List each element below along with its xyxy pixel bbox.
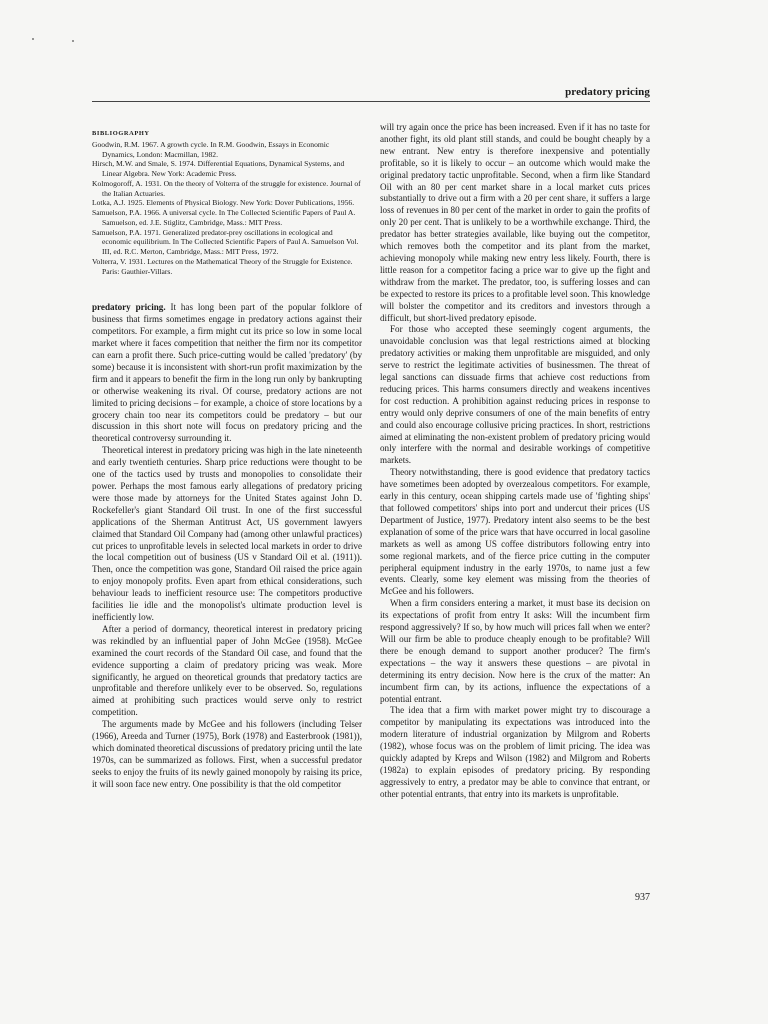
article-paragraph [92, 302, 362, 445]
bibliography-entry: Volterra, V. 1931. Lectures on the Mathematical Theory of the Struggle for Existence. Paris: Gauthier-Villars. [92, 256, 353, 276]
bibliography-entry: Hirsch, M.W. and Smale, S. 1974. Differential Equations, Dynamical Systems, and Linear Algebra. New York: Academic Press. [92, 159, 345, 179]
paragraph-text: It has long been part of the popular folklore of business that firms sometimes engage in predatory actions against their competitors. For example, a firm might cut its price so low in some local market where it faces competition that neither the firm nor its competitor can earn a profit there. Such price-cutting would be called 'predatory' (by some) because it is inconsistent with short-run profit maximization by the firm and it appears to benefit the firm in the long run only by bankrupting or otherwise weakening its rival. Of course, predatory actions are not limited to pricing decisions – for example, a choice of store locations by a grocery chain too near its competitors could be predatory – but our discussion in this short note will focus on predatory pricing and the theoretical controversy surrounding it. [92, 302, 362, 444]
scan-speck [72, 40, 74, 42]
article-paragraph: Theoretical interest in predatory pricing was high in the late nineteenth and early twentieth centuries. Sharp price reductions were thought to be one of the tactics used by trusts and monopolies to consolidate their power. Perhaps the most famous early allegations of predatory pricing were those made by attorneys for the United States against John D. Rockefeller's giant Standard Oil trust. In one of the first successful applications of the Sherman Antitrust Act, US government lawyers claimed that Standard Oil Company had (among other unlawful practices) cut prices to unprofitable levels in selected local markets in order to drive the local competition out of business (US v Standard Oil et al. (1911)). Then, once the competition was gone, Standard Oil raised the price again to enjoy monopoly profits. Even apart from ethical considerations, such behaviour leads to inefficient resource use: The competitors productive facilities lie idle and the monopolist's ultimate production level is inefficiently low. [92, 445, 362, 622]
bibliography-entry: Goodwin, R.M. 1967. A growth cycle. In R.M. Goodwin, Essays in Economic Dynamics, London: Macmillan, 1982. [92, 139, 330, 159]
article-paragraph: Theory notwithstanding, there is good evidence that predatory tactics have sometimes been adopted by overzealous competitors. For example, early in this century, ocean shipping cartels made use of 'fighting ships' that followed competitors' ships into port and undercut their prices (US Department of Justice, 1977). Predatory intent also seems to be the best explanation of some of the price wars that have occurred in local gasoline markets as well as among US coffee distributors following entry into some regional markets, and of the fierce price cutting in the computer peripheral equipment industry in the early 1970s, to name just a few events. Clearly, some key element was missing from the theories of McGee and his followers. [380, 467, 650, 597]
bibliography-entry: Lotka, A.J. 1925. Elements of Physical Biology. New York: Dover Publications, 1956. [92, 198, 355, 208]
article-paragraph: The idea that a firm with market power might try to discourage a competitor by manipulating its expectations was introduced into the modern literature of industrial organization by Milgrom and Roberts (1982), whose focus was on the problem of limit pricing. The idea was quickly adapted by Kreps and Wilson (1982) and Milgrom and Roberts (1982a) to explain episodes of predatory pricing. By responding aggressively to entry, a predator may be able to convince that entrant, or other potential entrants, that entry into its markets is unprofitable. [380, 705, 650, 799]
running-head: predatory pricing [565, 86, 650, 98]
article-paragraph: The arguments made by McGee and his followers (including Telser (1966), Areeda and Turner (1975), Bork (1978) and Easterbrook (1981)), which dominated theoretical discussions of predatory pricing until the late 1970s, can be summarized as follows. First, when a successful predator seeks to enjoy the fruits of its newly gained monopoly by raising its price, it will soon face new entry. One possibility is that the old competitor [92, 719, 362, 789]
right-column [380, 122, 650, 801]
bibliography-entry: Samuelson, P.A. 1966. A universal cycle. In The Collected Scientific Papers of Paul A. Samuelson, ed. J.E. Stiglitz, Cambridge, Mass.: MIT Press. [92, 208, 356, 227]
page-number: 937 [635, 892, 650, 903]
scan-speck [32, 38, 34, 40]
bibliography-heading: BIBLIOGRAPHY [92, 130, 150, 137]
article-paragraph: When a firm considers entering a market, it must base its decision on its expectations of profit from entry It asks: Will the incumbent firm respond aggressively? If so, by how much will prices fall when we enter? Will our firm be able to produce cheaply enough to be profitable? Will there be enough demand to support another producer? The firm's expectations – the way it answers these questions – are pivotal in determining its entry decision. Now here is the crux of the matter: An incumbent firm can, by its actions, influence the expectations of a potential entrant. [380, 598, 650, 704]
article-paragraph: After a period of dormancy, theoretical interest in predatory pricing was rekindled by an influential paper of John McGee (1958). McGee examined the court records of the Standard Oil case, and found that the evidence supporting a claim of predatory pricing was weak. More significantly, he argued on theoretical grounds that predatory tactics are unprofitable and therefore unlikely ever to be observed. So, regulations aimed at prohibiting such practices would serve only to restrict competition. [92, 623, 362, 718]
article-paragraph: For those who accepted these seemingly cogent arguments, the unavoidable conclusion was that legal restrictions aimed at blocking predatory activities or making them unprofitable are misguided, and only serve to restrict the legitimate activities of businessmen. The threat of legal sanctions can dissuade firms that achieve cost reductions from reducing prices. This harms consumers directly and weakens incentives for cost reduction. A prohibition against reducing prices in response to entry would only deprive consumers of one of the main benefits of entry and could also encourage collusive pricing practices. In short, restrictions aimed at eliminating the non-existent problem of predatory pricing would only interfere with the normal and desirable workings of competitive markets. [380, 324, 650, 466]
bibliography-entry: Kolmogoroff, A. 1931. On the theory of Volterra of the struggle for existence. Journal of the Italian Actuaries. [92, 178, 361, 198]
left-column [92, 122, 362, 791]
header-rule [92, 101, 650, 102]
entry-title: predatory pricing. [92, 302, 166, 313]
article-paragraph: will try again once the price has been increased. Even if it has no taste for another fight, its old plant still stands, and could be bought cheaply by a new entrant. New entry is therefore inexpensive and potentially profitable, so it is likely to occur – an outcome which would make the original predatory tactic unprofitable. Second, when a firm like Standard Oil with an 80 per cent market share in a local market cuts prices substantially to drive out a firm with a 20 per cent share, it suffers a large loss of revenues in 80 per cent of the market in order to gain the profits of only 20 per cent. That is unlikely to be a worthwhile exchange. Third, the predator has better strategies available, like buying out the competitor, which removes both the competitor and its plant from the market, achieving monopoly while making new entry less likely. Fourth, there is little reason for a competitor facing a price war to give up the fight and withdraw from the market. The predator, too, is suffering losses and can be expected to restore its prices to a profitable level soon. This knowledge will bolster the competitor and its creditors and investors through a difficult, but short-lived predatory episode. [380, 122, 650, 323]
section-gap [92, 276, 362, 302]
bibliography-entry: Samuelson, P.A. 1971. Generalized predator-prey oscillations in ecological and economic equilibrium. In The Collected Scientific Papers of Paul A. Samuelson Vol. III, ed. R.C. Merton, Cambridge, Mass.: MIT Press, 1972. [92, 227, 359, 257]
